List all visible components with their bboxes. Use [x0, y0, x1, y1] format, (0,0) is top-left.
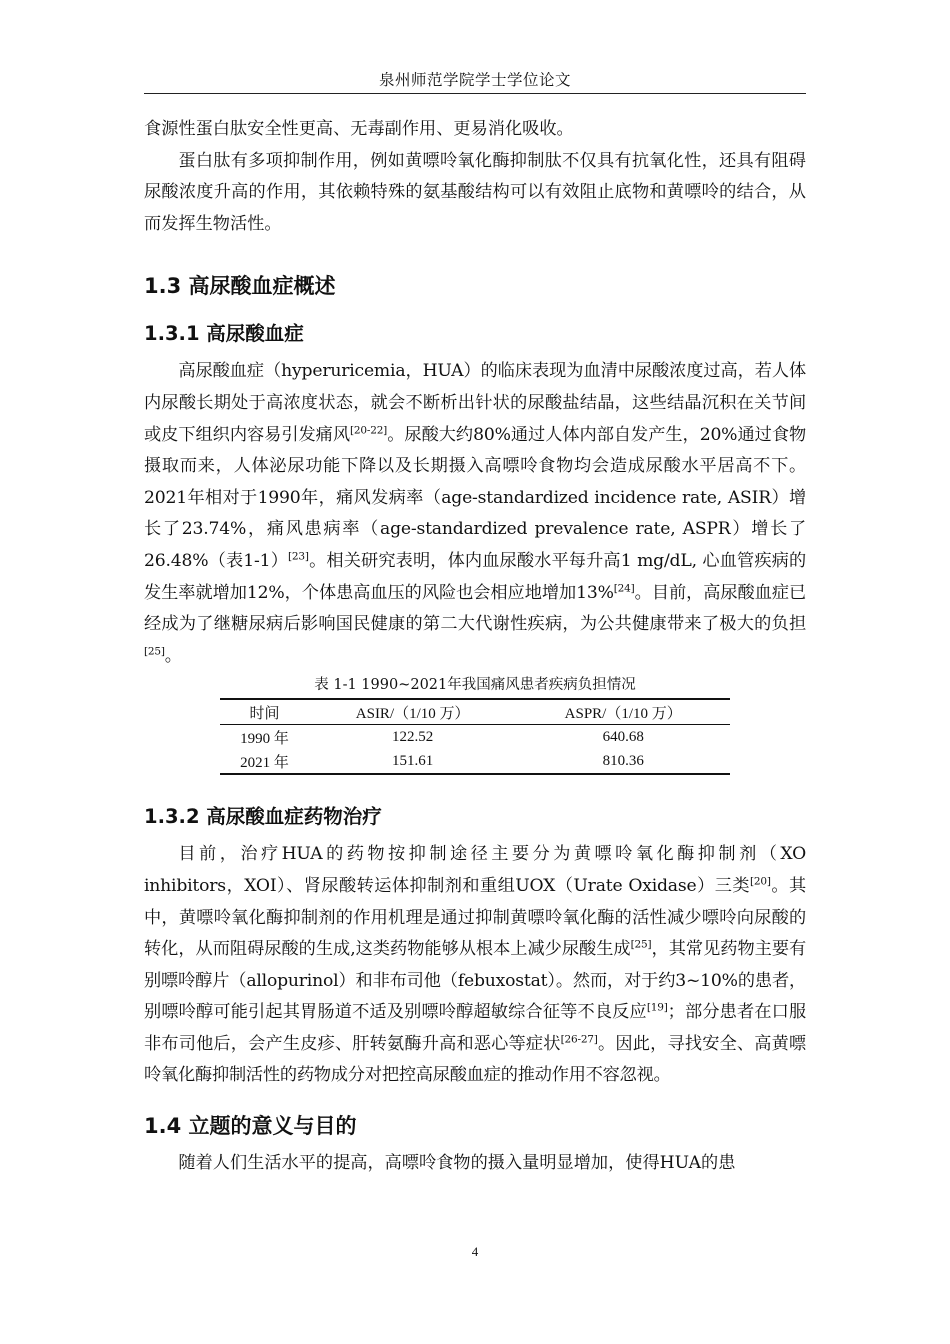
paragraph-text: 。其中，黄嘌呤氧化酶抑制剂的作用机理是通过抑制黄嘌呤氧化酶的活性减少嘌呤向尿酸的转化，从而阻碍尿酸的生成,这类药物能够从根本上减少尿酸生成	[144, 875, 807, 960]
paragraph-text: 。目前，高尿酸血症已经成为了继糖尿病后影响国民健康的第二大代谢性疾病，为公共健康带来了极大的负担	[144, 582, 806, 635]
table-cell: 122.52	[392, 728, 434, 745]
citation: [26-27]	[560, 1033, 598, 1046]
table-cell: 810.36	[602, 752, 644, 769]
paragraph-drug-therapy	[144, 839, 806, 1092]
subsection-heading-1-3-1: 1.3.1 高尿酸血症	[144, 322, 304, 346]
table-row	[220, 725, 730, 750]
table-cell: 2021 年	[240, 754, 289, 771]
paragraph-protein-peptide: 蛋白肽有多项抑制作用，例如黄嘌呤氧化酶抑制肽不仅具有抗氧化性，还具有阻碍尿酸浓度升高的作用，其依赖特殊的氨基酸结构可以有效阻止底物和黄嘌呤的结合，从而发挥生物活性。	[144, 150, 806, 234]
paragraph-text: ，其常见药物主要有别嘌呤醇片（allopurinol）和非布司他（febuxostat）。然而，对于约3~10%的患者，别嘌呤醇可能引起其胃肠道不适及别嘌呤醇超敏综合征等不良反应	[144, 939, 807, 1023]
table-cell: 1990 年	[240, 730, 289, 747]
column-header-asir: ASIR/（1/10 万）	[355, 705, 470, 722]
citation: [25]	[630, 938, 652, 951]
gout-burden-table	[220, 698, 730, 775]
page-body	[144, 114, 806, 1180]
subsection-heading-1-3-2: 1.3.2 高尿酸血症药物治疗	[144, 805, 382, 829]
page-number: 4	[471, 1244, 479, 1259]
running-header: 泉州师范学院学士学位论文	[378, 71, 571, 89]
citation: [23]	[288, 550, 309, 563]
paragraph-purpose: 随着人们生活水平的提高，高嘌呤食物的摄入量明显增加，使得HUA的患	[178, 1153, 736, 1174]
table-caption: 表 1-1 1990~2021年我国痛风患者疾病负担情况	[314, 677, 636, 694]
section-heading-1-4: 1.4 立题的意义与目的	[144, 1114, 357, 1139]
paragraph-text: 。相关研究表明，体内血尿酸水平每升高1 mg/dL, 心血管疾病的发生率就增加12%，个体患高血压的风险也会相应地增加13%	[144, 550, 806, 603]
paragraph-hyperuricemia	[144, 356, 806, 672]
table-row	[220, 749, 730, 774]
paragraph-text: 高尿酸血症（hyperuricemia，HUA）的临床表现为血清中尿酸浓度过高，若人体内尿酸长期处于高浓度状态，就会不断析出针状的尿酸盐结晶，这些结晶沉积在关节间或皮下组织内容易引发痛风	[144, 361, 806, 445]
table-cell: 151.61	[392, 752, 434, 769]
paragraph-text: 。	[164, 645, 182, 666]
paragraph-text: 。尿酸大约80%通过人体内部自发产生，20%通过食物摄取而来，人体泌尿功能下降以及长期摄入高嘌呤食物均会造成尿酸水平居高不下。2021年相对于1990年，痛风发病率（age-standardized incidence rate, ASIR）增长了23.74%，痛风患病率（age-standardized prevalence rate, ASPR）增长了26.48%（表1-1）	[144, 424, 806, 571]
column-header-time: 时间	[249, 705, 280, 722]
paragraph-intro: 食源性蛋白肽安全性更高、无毒副作用、更易消化吸收。	[144, 119, 574, 139]
section-heading-1-3: 1.3 高尿酸血症概述	[144, 274, 336, 299]
paragraph-text: ；部分患者在口服非布司他后，会产生皮疹、肝转氨酶升高和恶心等症状	[144, 1002, 807, 1054]
citation: [19]	[646, 1001, 668, 1014]
table-cell: 640.68	[602, 728, 644, 745]
citation: [25]	[144, 644, 165, 657]
paragraph-text: 。因此，寻找安全、高黄嘌呤氧化酶抑制活性的药物成分对把控高尿酸血症的推动作用不容忽视。	[144, 1033, 806, 1086]
column-header-aspr: ASPR/（1/10 万）	[564, 705, 682, 722]
table-header-row	[220, 699, 730, 725]
citation: [24]	[613, 581, 635, 594]
header-rule	[144, 93, 806, 94]
citation: [20-22]	[350, 423, 388, 436]
paragraph-text: 目前，治疗HUA的药物按抑制途径主要分为黄嘌呤氧化酶抑制剂（XO inhibitors，XOI）、肾尿酸转运体抑制剂和重组UOX（Urate Oxidase）三类	[144, 844, 806, 896]
citation: [20]	[749, 875, 771, 888]
